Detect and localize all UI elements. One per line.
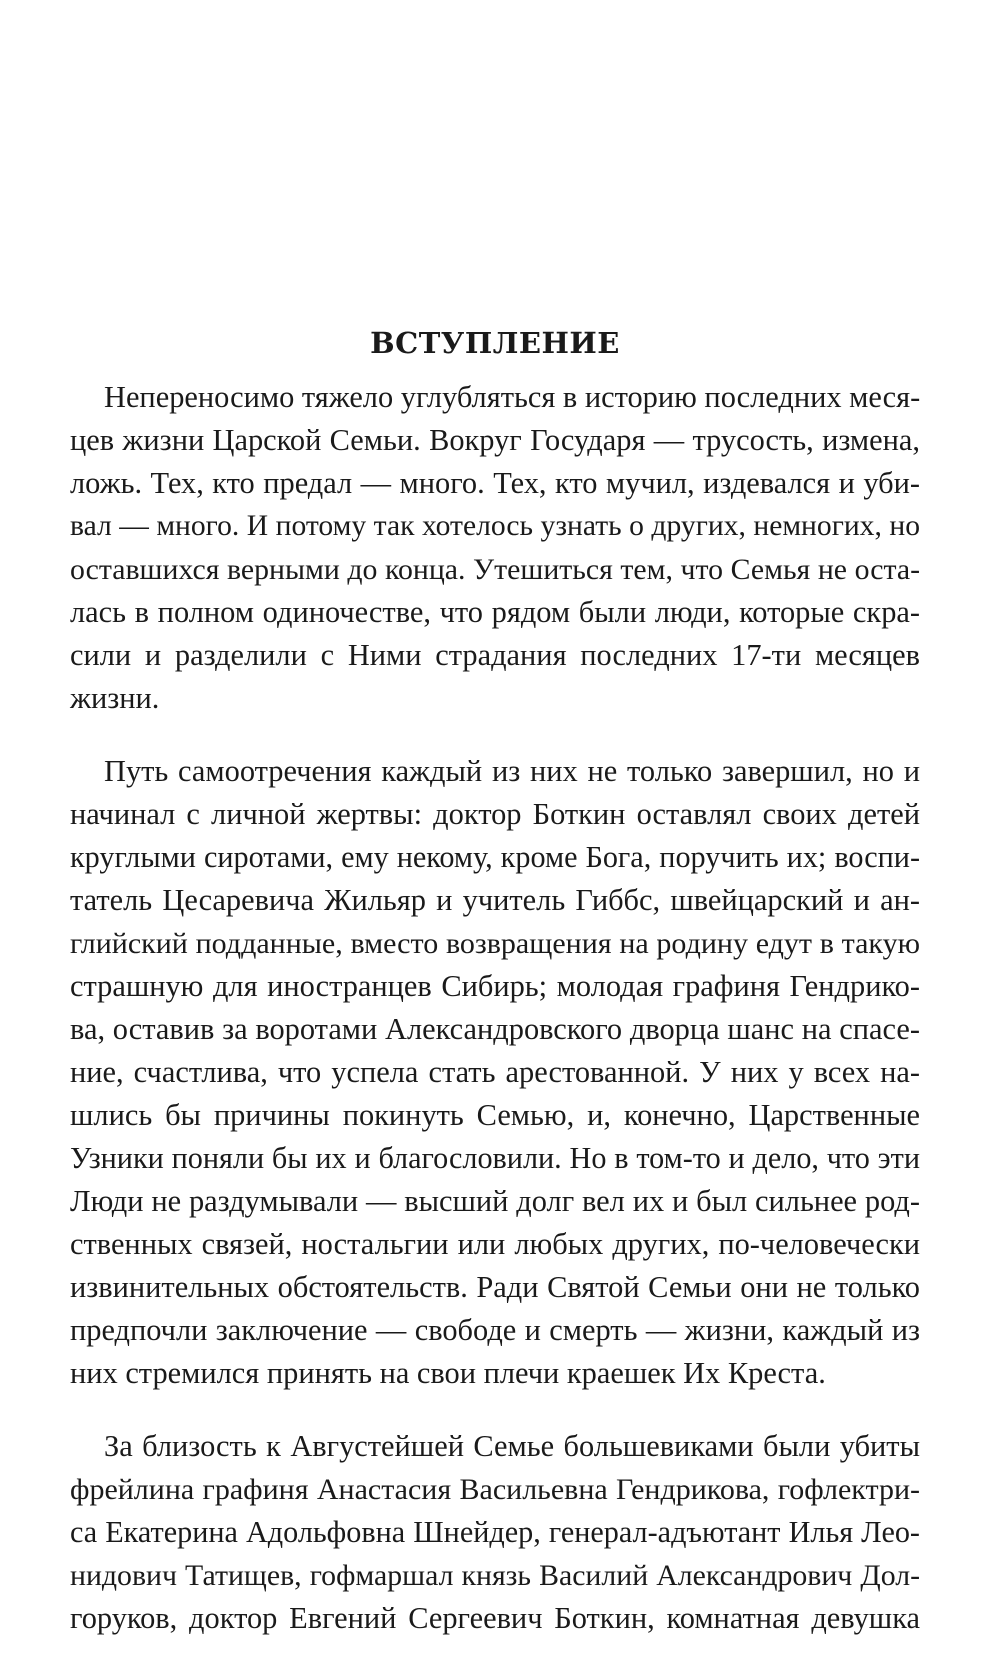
book-page (70, 318, 920, 1640)
text-line: предпочли заключение — свободе и смерть — жизни, каждый из (70, 1313, 920, 1347)
text-line: шлись бы причины покинуть Семью, и, конечно, Царственные (70, 1098, 920, 1132)
text-line: ние, счастлива, что успела стать арестованной. У них у всех на- (70, 1055, 920, 1089)
text-line: вал — много. И потому так хотелось узнать о других, немногих, но (70, 510, 920, 542)
text-line: Узники поняли бы их и благословили. Но в том-то и дело, что эти (70, 1141, 920, 1175)
text-line: глийский подданные, вместо возвращения на родину едут в такую (70, 927, 920, 960)
text-line: фрейлина графиня Анастасия Васильевна Гендрикова, гофлектри- (70, 1473, 920, 1506)
text-line: сили и разделили с Ними страдания последних 17-ти месяцев (70, 638, 920, 672)
text-line: ва, оставив за воротами Александровского дворца шанс на спасе- (70, 1012, 920, 1046)
text-line: са Екатерина Адольфовна Шнейдер, генерал-адъютант Илья Лео- (70, 1515, 920, 1549)
text-line: нидович Татищев, гофмаршал князь Василий Александрович Дол- (70, 1559, 920, 1592)
paragraph-2 (70, 750, 920, 1395)
text-line: них стремился принять на свои плечи краешек Их Креста. (70, 1356, 826, 1390)
paragraph-spacer (70, 720, 920, 750)
text-line: За близость к Августейшей Семье большевиками были убиты (104, 1429, 920, 1463)
chapter-heading: ВСТУПЛЕНИЕ (370, 326, 620, 360)
text-line: ственных связей, ностальгии или любых других, по-человечески (70, 1227, 920, 1261)
text-line: жизни. (70, 681, 160, 715)
text-line: Путь самоотречения каждый из них не только завершил, но и (104, 754, 920, 788)
text-line: круглыми сиротами, ему некому, кроме Бога, поручить их; воспи- (70, 840, 920, 874)
text-line: татель Цесаревича Жильяр и учитель Гиббс, швейцарский и ан- (70, 883, 920, 917)
text-line: оставшихся верными до конца. Утешиться тем, что Семья не оста- (70, 553, 920, 586)
text-line: Непереносимо тяжело углубляться в историю последних меся- (104, 380, 921, 414)
text-line: лась в полном одиночестве, что рядом были люди, которые скра- (70, 595, 920, 629)
text-line: горуков, доктор Евгений Сергеевич Боткин, комнатная девушка (70, 1601, 920, 1635)
text-line: начинал с личной жертвы: доктор Боткин оставлял своих детей (70, 797, 920, 831)
paragraph-1 (70, 376, 920, 720)
text-line: страшную для иностранцев Сибирь; молодая графиня Гендрико- (70, 969, 920, 1003)
paragraph-spacer (70, 1395, 920, 1425)
paragraph-3 (70, 1425, 920, 1640)
text-line: Люди не раздумывали — высший долг вел их и был сильнее род- (70, 1184, 920, 1218)
text-line: извинительных обстоятельств. Ради Святой Семьи они не только (70, 1270, 920, 1304)
text-line: цев жизни Царской Семьи. Вокруг Государя — трусость, измена, (70, 423, 920, 457)
text-line: ложь. Тех, кто предал — много. Тех, кто мучил, издевался и уби- (70, 466, 920, 500)
